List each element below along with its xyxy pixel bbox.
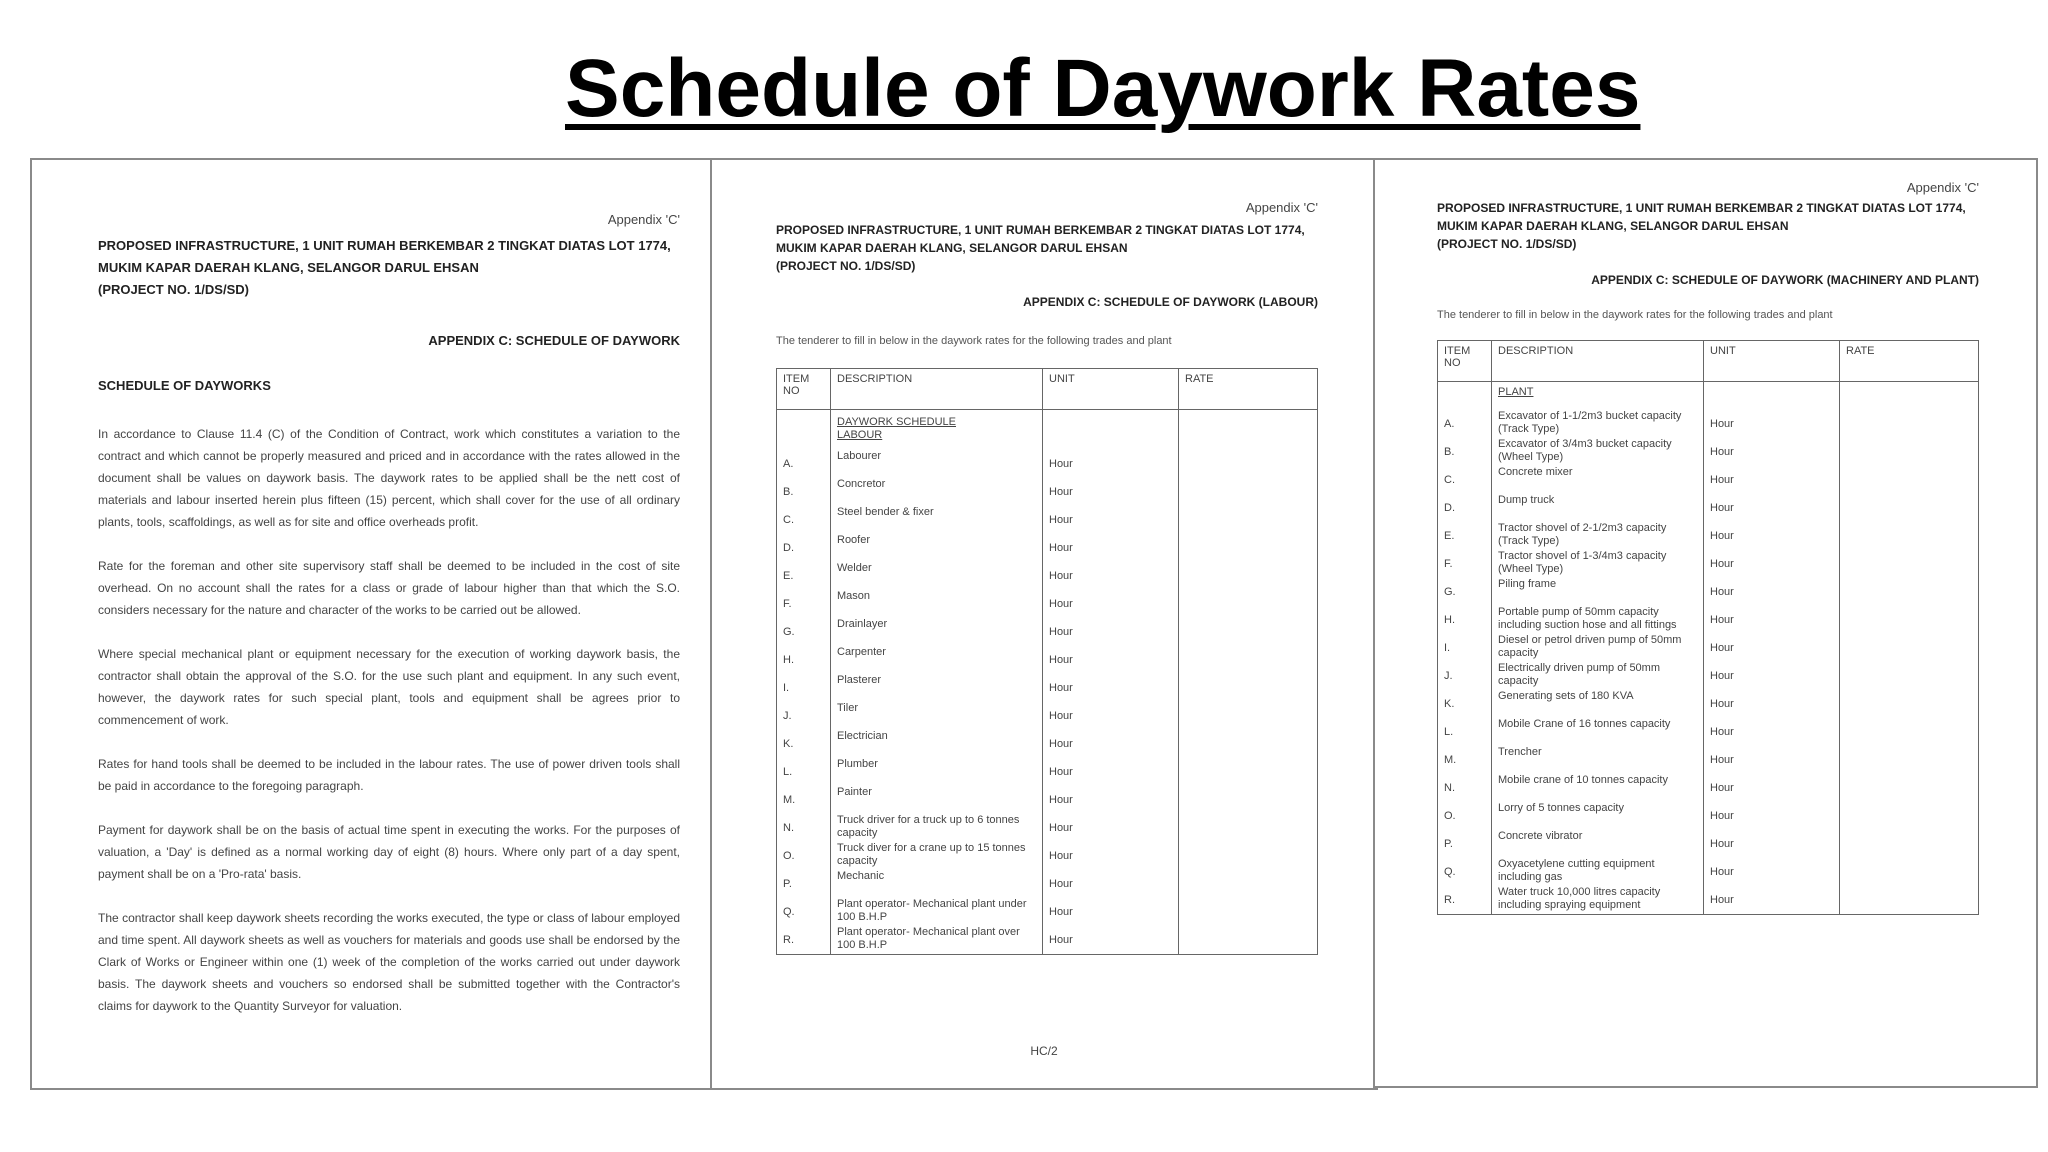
item-unit: Hour — [1704, 634, 1840, 662]
item-number: D. — [1438, 494, 1492, 522]
table-row — [1438, 438, 1979, 466]
table-row — [777, 450, 1318, 478]
table-row — [777, 534, 1318, 562]
item-description: Tiler — [831, 702, 1043, 730]
table-row — [777, 618, 1318, 646]
item-description: Truck diver for a crane up to 15 tonnes capacity — [831, 842, 1043, 870]
item-description: Trencher — [1492, 746, 1704, 774]
table-row — [1438, 830, 1979, 858]
item-rate — [1840, 662, 1979, 690]
item-number: E. — [777, 562, 831, 590]
item-description: Plant operator- Mechanical plant under 100 B.H.P — [831, 898, 1043, 926]
appendix-label: Appendix 'C' — [1906, 180, 1979, 195]
table-row — [1438, 522, 1979, 550]
item-number: H. — [1438, 606, 1492, 634]
section-heading: SCHEDULE OF DAYWORKS — [98, 378, 271, 393]
item-rate — [1840, 410, 1979, 438]
item-unit: Hour — [1043, 786, 1179, 814]
item-rate — [1840, 858, 1979, 886]
item-rate — [1179, 478, 1318, 506]
table-row — [777, 590, 1318, 618]
item-description: Roofer — [831, 534, 1043, 562]
column-header: RATE — [1179, 369, 1318, 410]
column-header: RATE — [1840, 341, 1979, 382]
column-header: ITEM NO — [1438, 341, 1492, 382]
item-number: L. — [777, 758, 831, 786]
table-row — [1438, 774, 1979, 802]
item-number: R. — [777, 926, 831, 955]
item-description: Mechanic — [831, 870, 1043, 898]
item-description: Truck driver for a truck up to 6 tonnes capacity — [831, 814, 1043, 842]
item-description: Concrete mixer — [1492, 466, 1704, 494]
appendix-label: Appendix 'C' — [607, 212, 680, 227]
table-header-row — [777, 369, 1318, 410]
item-unit: Hour — [1043, 730, 1179, 758]
item-number: F. — [1438, 550, 1492, 578]
project-line: (PROJECT NO. 1/DS/SD) — [98, 282, 249, 297]
item-unit: Hour — [1043, 506, 1179, 534]
table-row — [1438, 662, 1979, 690]
column-header: UNIT — [1043, 369, 1179, 410]
item-number: J. — [777, 702, 831, 730]
table-row — [777, 478, 1318, 506]
item-description: Mobile Crane of 16 tonnes capacity — [1492, 718, 1704, 746]
item-number: H. — [777, 646, 831, 674]
document-page-labour — [710, 158, 1378, 1090]
intro-text: The tenderer to fill in below in the daywork rates for the following trades and plant — [776, 335, 1172, 347]
item-unit: Hour — [1704, 438, 1840, 466]
item-rate — [1840, 550, 1979, 578]
table-section-row — [777, 410, 1318, 451]
item-unit: Hour — [1704, 550, 1840, 578]
item-number: P. — [777, 870, 831, 898]
item-rate — [1840, 438, 1979, 466]
item-number: L. — [1438, 718, 1492, 746]
table-row — [777, 562, 1318, 590]
item-unit: Hour — [1043, 926, 1179, 955]
item-unit: Hour — [1043, 478, 1179, 506]
item-rate — [1179, 674, 1318, 702]
column-header: ITEM NO — [777, 369, 831, 410]
item-unit: Hour — [1043, 842, 1179, 870]
item-number: M. — [1438, 746, 1492, 774]
item-number: Q. — [777, 898, 831, 926]
item-rate — [1179, 450, 1318, 478]
item-description: Diesel or petrol driven pump of 50mm capacity — [1492, 634, 1704, 662]
document-page-machinery — [1373, 158, 2038, 1088]
item-rate — [1840, 634, 1979, 662]
item-unit: Hour — [1704, 690, 1840, 718]
table-row — [1438, 802, 1979, 830]
table-row — [1438, 606, 1979, 634]
item-unit: Hour — [1704, 718, 1840, 746]
section-label: LABOUR — [837, 429, 883, 441]
item-rate — [1840, 830, 1979, 858]
item-unit: Hour — [1704, 606, 1840, 634]
paragraph: Where special mechanical plant or equipment necessary for the execution of working daywork basis, the contractor shall obtain the approval of the S.O. for the use such plant and equipment. In any such event, however, the daywork rates for such special plant, tools and equipment shall be agrees prior to commencement of work. — [98, 647, 680, 727]
item-number: K. — [1438, 690, 1492, 718]
table-row — [777, 814, 1318, 842]
item-description: Tractor shovel of 1-3/4m3 capacity (Wheel Type) — [1492, 550, 1704, 578]
item-unit: Hour — [1043, 758, 1179, 786]
item-description: Lorry of 5 tonnes capacity — [1492, 802, 1704, 830]
table-row — [777, 786, 1318, 814]
table-row — [777, 646, 1318, 674]
paragraph: Rates for hand tools shall be deemed to be included in the labour rates. The use of power driven tools shall be paid in accordance to the foregoing paragraph. — [98, 757, 680, 793]
item-unit: Hour — [1043, 562, 1179, 590]
intro-text: The tenderer to fill in below in the daywork rates for the following trades and plant — [1437, 309, 1833, 321]
project-title — [98, 235, 680, 301]
project-line: MUKIM KAPAR DAERAH KLANG, SELANGOR DARUL EHSAN — [1437, 219, 1789, 233]
column-header: DESCRIPTION — [1492, 341, 1704, 382]
item-unit: Hour — [1704, 886, 1840, 915]
appendix-heading: APPENDIX C: SCHEDULE OF DAYWORK (LABOUR) — [1023, 295, 1318, 309]
item-rate — [1179, 730, 1318, 758]
item-unit: Hour — [1704, 774, 1840, 802]
project-line: PROPOSED INFRASTRUCTURE, 1 UNIT RUMAH BERKEMBAR 2 TINGKAT DIATAS LOT 1774, — [98, 238, 671, 253]
item-description: Plasterer — [831, 674, 1043, 702]
item-description: Labourer — [831, 450, 1043, 478]
column-header: DESCRIPTION — [831, 369, 1043, 410]
labour-rates-table — [776, 368, 1318, 955]
plant-rates-table — [1437, 340, 1979, 915]
item-rate — [1179, 646, 1318, 674]
project-line: (PROJECT NO. 1/DS/SD) — [776, 259, 916, 273]
table-row — [1438, 550, 1979, 578]
document-page-general-conditions — [30, 158, 712, 1090]
item-description: Piling frame — [1492, 578, 1704, 606]
item-rate — [1179, 842, 1318, 870]
item-rate — [1179, 506, 1318, 534]
item-number: O. — [777, 842, 831, 870]
column-header: UNIT — [1704, 341, 1840, 382]
table-row — [1438, 690, 1979, 718]
item-description: Excavator of 1-1/2m3 bucket capacity (Track Type) — [1492, 410, 1704, 438]
page-number: HC/2 — [1030, 1044, 1058, 1058]
item-rate — [1179, 870, 1318, 898]
item-number: R. — [1438, 886, 1492, 915]
section-label: DAYWORK SCHEDULE — [837, 416, 956, 428]
table-row — [1438, 746, 1979, 774]
item-unit: Hour — [1043, 618, 1179, 646]
item-number: C. — [777, 506, 831, 534]
section-label: PLANT — [1498, 386, 1534, 398]
item-unit: Hour — [1043, 674, 1179, 702]
item-unit: Hour — [1704, 802, 1840, 830]
project-line: MUKIM KAPAR DAERAH KLANG, SELANGOR DARUL EHSAN — [776, 241, 1128, 255]
item-number: C. — [1438, 466, 1492, 494]
item-unit: Hour — [1704, 494, 1840, 522]
item-description: Excavator of 3/4m3 bucket capacity (Wheel Type) — [1492, 438, 1704, 466]
item-description: Mason — [831, 590, 1043, 618]
item-unit: Hour — [1704, 578, 1840, 606]
appendix-label: Appendix 'C' — [1245, 200, 1318, 215]
item-rate — [1840, 494, 1979, 522]
item-number: G. — [1438, 578, 1492, 606]
project-title — [1437, 199, 1979, 253]
item-description: Drainlayer — [831, 618, 1043, 646]
item-rate — [1179, 702, 1318, 730]
table-row — [777, 842, 1318, 870]
item-description: Plant operator- Mechanical plant over 100 B.H.P — [831, 926, 1043, 955]
item-unit: Hour — [1704, 522, 1840, 550]
item-rate — [1840, 886, 1979, 915]
item-rate — [1179, 814, 1318, 842]
table-row — [777, 674, 1318, 702]
item-rate — [1179, 562, 1318, 590]
item-number: G. — [777, 618, 831, 646]
item-description: Plumber — [831, 758, 1043, 786]
item-description: Welder — [831, 562, 1043, 590]
item-number: B. — [1438, 438, 1492, 466]
item-number: O. — [1438, 802, 1492, 830]
table-row — [777, 898, 1318, 926]
item-unit: Hour — [1043, 870, 1179, 898]
table-row — [777, 758, 1318, 786]
table-row — [777, 730, 1318, 758]
item-rate — [1179, 618, 1318, 646]
item-rate — [1179, 786, 1318, 814]
item-rate — [1840, 690, 1979, 718]
item-description: Dump truck — [1492, 494, 1704, 522]
item-description: Electrically driven pump of 50mm capacity — [1492, 662, 1704, 690]
item-unit: Hour — [1704, 466, 1840, 494]
item-unit: Hour — [1704, 858, 1840, 886]
item-number: N. — [1438, 774, 1492, 802]
item-description: Mobile crane of 10 tonnes capacity — [1492, 774, 1704, 802]
project-line: PROPOSED INFRASTRUCTURE, 1 UNIT RUMAH BERKEMBAR 2 TINGKAT DIATAS LOT 1774, — [776, 223, 1305, 237]
table-row — [1438, 578, 1979, 606]
table-row — [1438, 410, 1979, 438]
table-row — [777, 926, 1318, 955]
item-number: A. — [1438, 410, 1492, 438]
item-unit: Hour — [1704, 662, 1840, 690]
item-number: M. — [777, 786, 831, 814]
item-rate — [1840, 606, 1979, 634]
item-rate — [1179, 590, 1318, 618]
item-description: Tractor shovel of 2-1/2m3 capacity (Track Type) — [1492, 522, 1704, 550]
item-number: N. — [777, 814, 831, 842]
item-description: Portable pump of 50mm capacity including suction hose and all fittings — [1492, 606, 1704, 634]
item-number: P. — [1438, 830, 1492, 858]
item-number: K. — [777, 730, 831, 758]
item-description: Oxyacetylene cutting equipment including gas — [1492, 858, 1704, 886]
item-description: Generating sets of 180 KVA — [1492, 690, 1704, 718]
item-rate — [1840, 466, 1979, 494]
paragraph: Rate for the foreman and other site supervisory staff shall be deemed to be included in the cost of site overhead. On no account shall the rates for a class or grade of labour higher than that which the S.O. considers necessary for the nature and character of the works to be carried out be allowed. — [98, 559, 680, 617]
paragraph: In accordance to Clause 11.4 (C) of the Condition of Contract, work which constitutes a variation to the contract and which cannot be properly measured and priced and in accordance with the rates allowed in the document shall be values on daywork basis. The daywork rates to be applied shall be the nett cost of materials and labour inserted herein plus fifteen (15) percent, which shall cover for the use of all ordinary plants, tools, scaffoldings, as well as for site and office overheads profit. — [98, 427, 680, 529]
item-description: Painter — [831, 786, 1043, 814]
item-number: E. — [1438, 522, 1492, 550]
table-row — [1438, 466, 1979, 494]
item-description: Electrician — [831, 730, 1043, 758]
item-unit: Hour — [1043, 898, 1179, 926]
item-rate — [1840, 718, 1979, 746]
item-unit: Hour — [1704, 410, 1840, 438]
item-unit: Hour — [1043, 450, 1179, 478]
table-row — [1438, 718, 1979, 746]
appendix-heading: APPENDIX C: SCHEDULE OF DAYWORK (MACHINERY AND PLANT) — [1591, 273, 1979, 287]
item-description: Concretor — [831, 478, 1043, 506]
table-row — [1438, 886, 1979, 915]
item-rate — [1840, 774, 1979, 802]
table-row — [777, 702, 1318, 730]
paragraph: Payment for daywork shall be on the basis of actual time spent in executing the works. For the purposes of valuation, a 'Day' is defined as a normal working day of eight (8) hours. Where only part of a day spent, payment shall be on a 'Pro-rata' basis. — [98, 823, 680, 881]
item-rate — [1179, 534, 1318, 562]
table-row — [777, 870, 1318, 898]
item-unit: Hour — [1704, 746, 1840, 774]
table-row — [1438, 634, 1979, 662]
item-number: F. — [777, 590, 831, 618]
item-number: I. — [777, 674, 831, 702]
table-section-row — [1438, 382, 1979, 411]
item-rate — [1840, 522, 1979, 550]
item-number: J. — [1438, 662, 1492, 690]
item-number: Q. — [1438, 858, 1492, 886]
item-rate — [1840, 746, 1979, 774]
paragraph: The contractor shall keep daywork sheets recording the works executed, the type or class of labour employed and time spent. All daywork sheets as well as vouchers for materials and goods use shall be endorsed by the Clark of Works or Engineer within one (1) week of the completion of the works carried out under daywork basis. The daywork sheets and vouchers so endorsed shall be submitted together with the Contractor's claims for daywork to the Quantity Surveyor for valuation. — [98, 911, 680, 1013]
item-description: Water truck 10,000 litres capacity including spraying equipment — [1492, 886, 1704, 915]
item-description: Steel bender & fixer — [831, 506, 1043, 534]
item-unit: Hour — [1043, 646, 1179, 674]
item-rate — [1840, 802, 1979, 830]
item-description: Carpenter — [831, 646, 1043, 674]
project-title — [776, 221, 1318, 275]
item-unit: Hour — [1043, 590, 1179, 618]
table-header-row — [1438, 341, 1979, 382]
item-description: Concrete vibrator — [1492, 830, 1704, 858]
item-number: D. — [777, 534, 831, 562]
table-row — [1438, 494, 1979, 522]
table-row — [777, 506, 1318, 534]
item-rate — [1179, 926, 1318, 955]
slide-title: Schedule of Daywork Rates — [565, 43, 1641, 134]
project-line: MUKIM KAPAR DAERAH KLANG, SELANGOR DARUL EHSAN — [98, 260, 479, 275]
item-number: A. — [777, 450, 831, 478]
item-rate — [1179, 898, 1318, 926]
item-number: B. — [777, 478, 831, 506]
item-unit: Hour — [1043, 534, 1179, 562]
item-rate — [1179, 758, 1318, 786]
item-unit: Hour — [1043, 702, 1179, 730]
item-unit: Hour — [1704, 830, 1840, 858]
appendix-heading: APPENDIX C: SCHEDULE OF DAYWORK — [428, 333, 680, 348]
table-row — [1438, 858, 1979, 886]
project-line: (PROJECT NO. 1/DS/SD) — [1437, 237, 1577, 251]
item-number: I. — [1438, 634, 1492, 662]
project-line: PROPOSED INFRASTRUCTURE, 1 UNIT RUMAH BERKEMBAR 2 TINGKAT DIATAS LOT 1774, — [1437, 201, 1966, 215]
item-rate — [1840, 578, 1979, 606]
item-unit: Hour — [1043, 814, 1179, 842]
